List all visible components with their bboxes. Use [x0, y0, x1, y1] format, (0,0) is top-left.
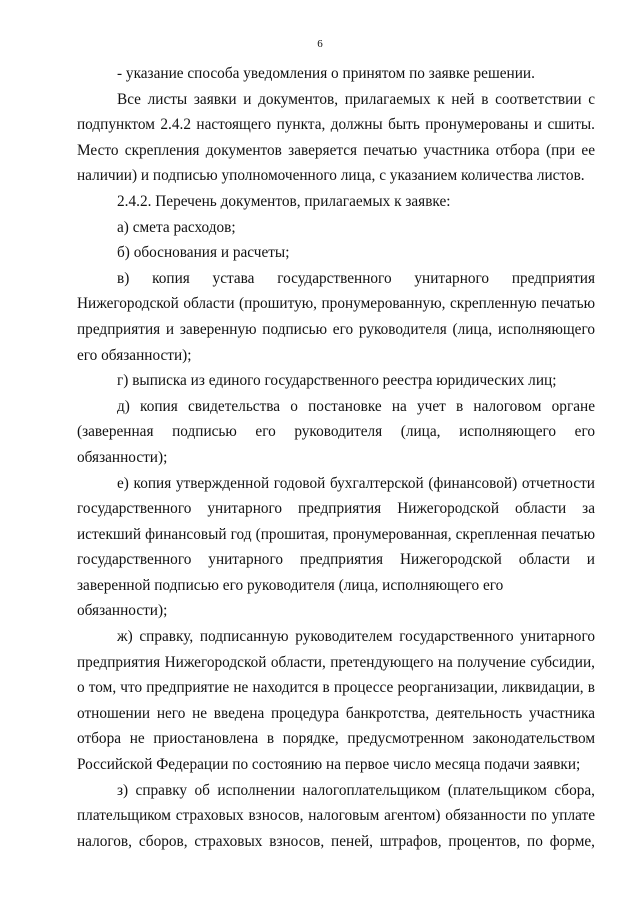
text-line: наличии) и подписью уполномоченного лица, с указанием количества листов. — [77, 167, 585, 185]
text-line: е) копия утвержденной годовой бухгалтерской (финансовой) отчетности — [117, 474, 595, 492]
text-line: предприятия и заверенную подписью его руководителя (лица, исполняющего — [77, 320, 595, 338]
text-line: з) справку об исполнении налогоплательщиком (плательщиком сбора, — [117, 781, 595, 799]
text-line: истекший финансовый год (прошитая, пронумерованная, скрепленная печатью — [77, 525, 595, 543]
text-line: Нижегородской области (прошитую, пронумерованную, скрепленную печатью — [77, 295, 595, 313]
text-line: Российской Федерации по состоянию на первое число месяца подачи заявки; — [77, 756, 581, 774]
text-line: (заверенная подписью его руководителя (лица, исполняющего его — [77, 423, 595, 441]
text-line: 2.4.2. Перечень документов, прилагаемых к заявке: — [117, 192, 451, 210]
text-line: отношении него не введена процедура банкротства, деятельность участника — [77, 704, 595, 722]
text-line: г) выписка из единого государственного реестра юридических лиц; — [117, 372, 557, 390]
text-line: предприятия Нижегородской области, претендующего на получение субсидии, — [77, 653, 595, 671]
text-line: его обязанности); — [77, 346, 192, 364]
text-line: в) копия устава государственного унитарного предприятия — [117, 269, 595, 287]
text-line: заверенной подписью его руководителя (лица, исполняющего его обязанности); — [77, 576, 504, 620]
text-line: налогов, сборов, страховых взносов, пеней, штрафов, процентов, по форме, — [77, 832, 595, 850]
text-line: государственного унитарного предприятия Нижегородской области и — [77, 551, 595, 569]
text-line: плательщиком страховых взносов, налоговым агентом) обязанности по уплате — [77, 807, 595, 825]
text-line: обязанности); — [77, 448, 168, 466]
document-body — [77, 61, 595, 854]
text-line: государственного унитарного предприятия Нижегородской области за — [77, 500, 595, 518]
text-line: Место скрепления документов заверяется печатью участника отбора (при ее — [77, 141, 595, 159]
text-line: ж) справку, подписанную руководителем государственного унитарного — [117, 628, 595, 646]
text-line: о том, что предприятие не находится в процессе реорганизации, ликвидации, в — [77, 679, 595, 697]
text-line: подпунктом 2.4.2 настоящего пункта, должны быть пронумерованы и сшиты. — [77, 116, 595, 134]
text-line: д) копия свидетельства о постановке на учет в налоговом органе — [117, 397, 595, 415]
text-line: отбора не приостановлена в порядке, предусмотренном законодательством — [77, 730, 595, 748]
text-line: б) обоснования и расчеты; — [117, 244, 290, 262]
text-line: Все листы заявки и документов, прилагаемых к ней в соответствии с — [117, 90, 595, 108]
text-line: а) смета расходов; — [117, 218, 236, 236]
page-number: 6 — [317, 38, 323, 50]
text-line: - указание способа уведомления о принятом по заявке решении. — [117, 65, 535, 82]
